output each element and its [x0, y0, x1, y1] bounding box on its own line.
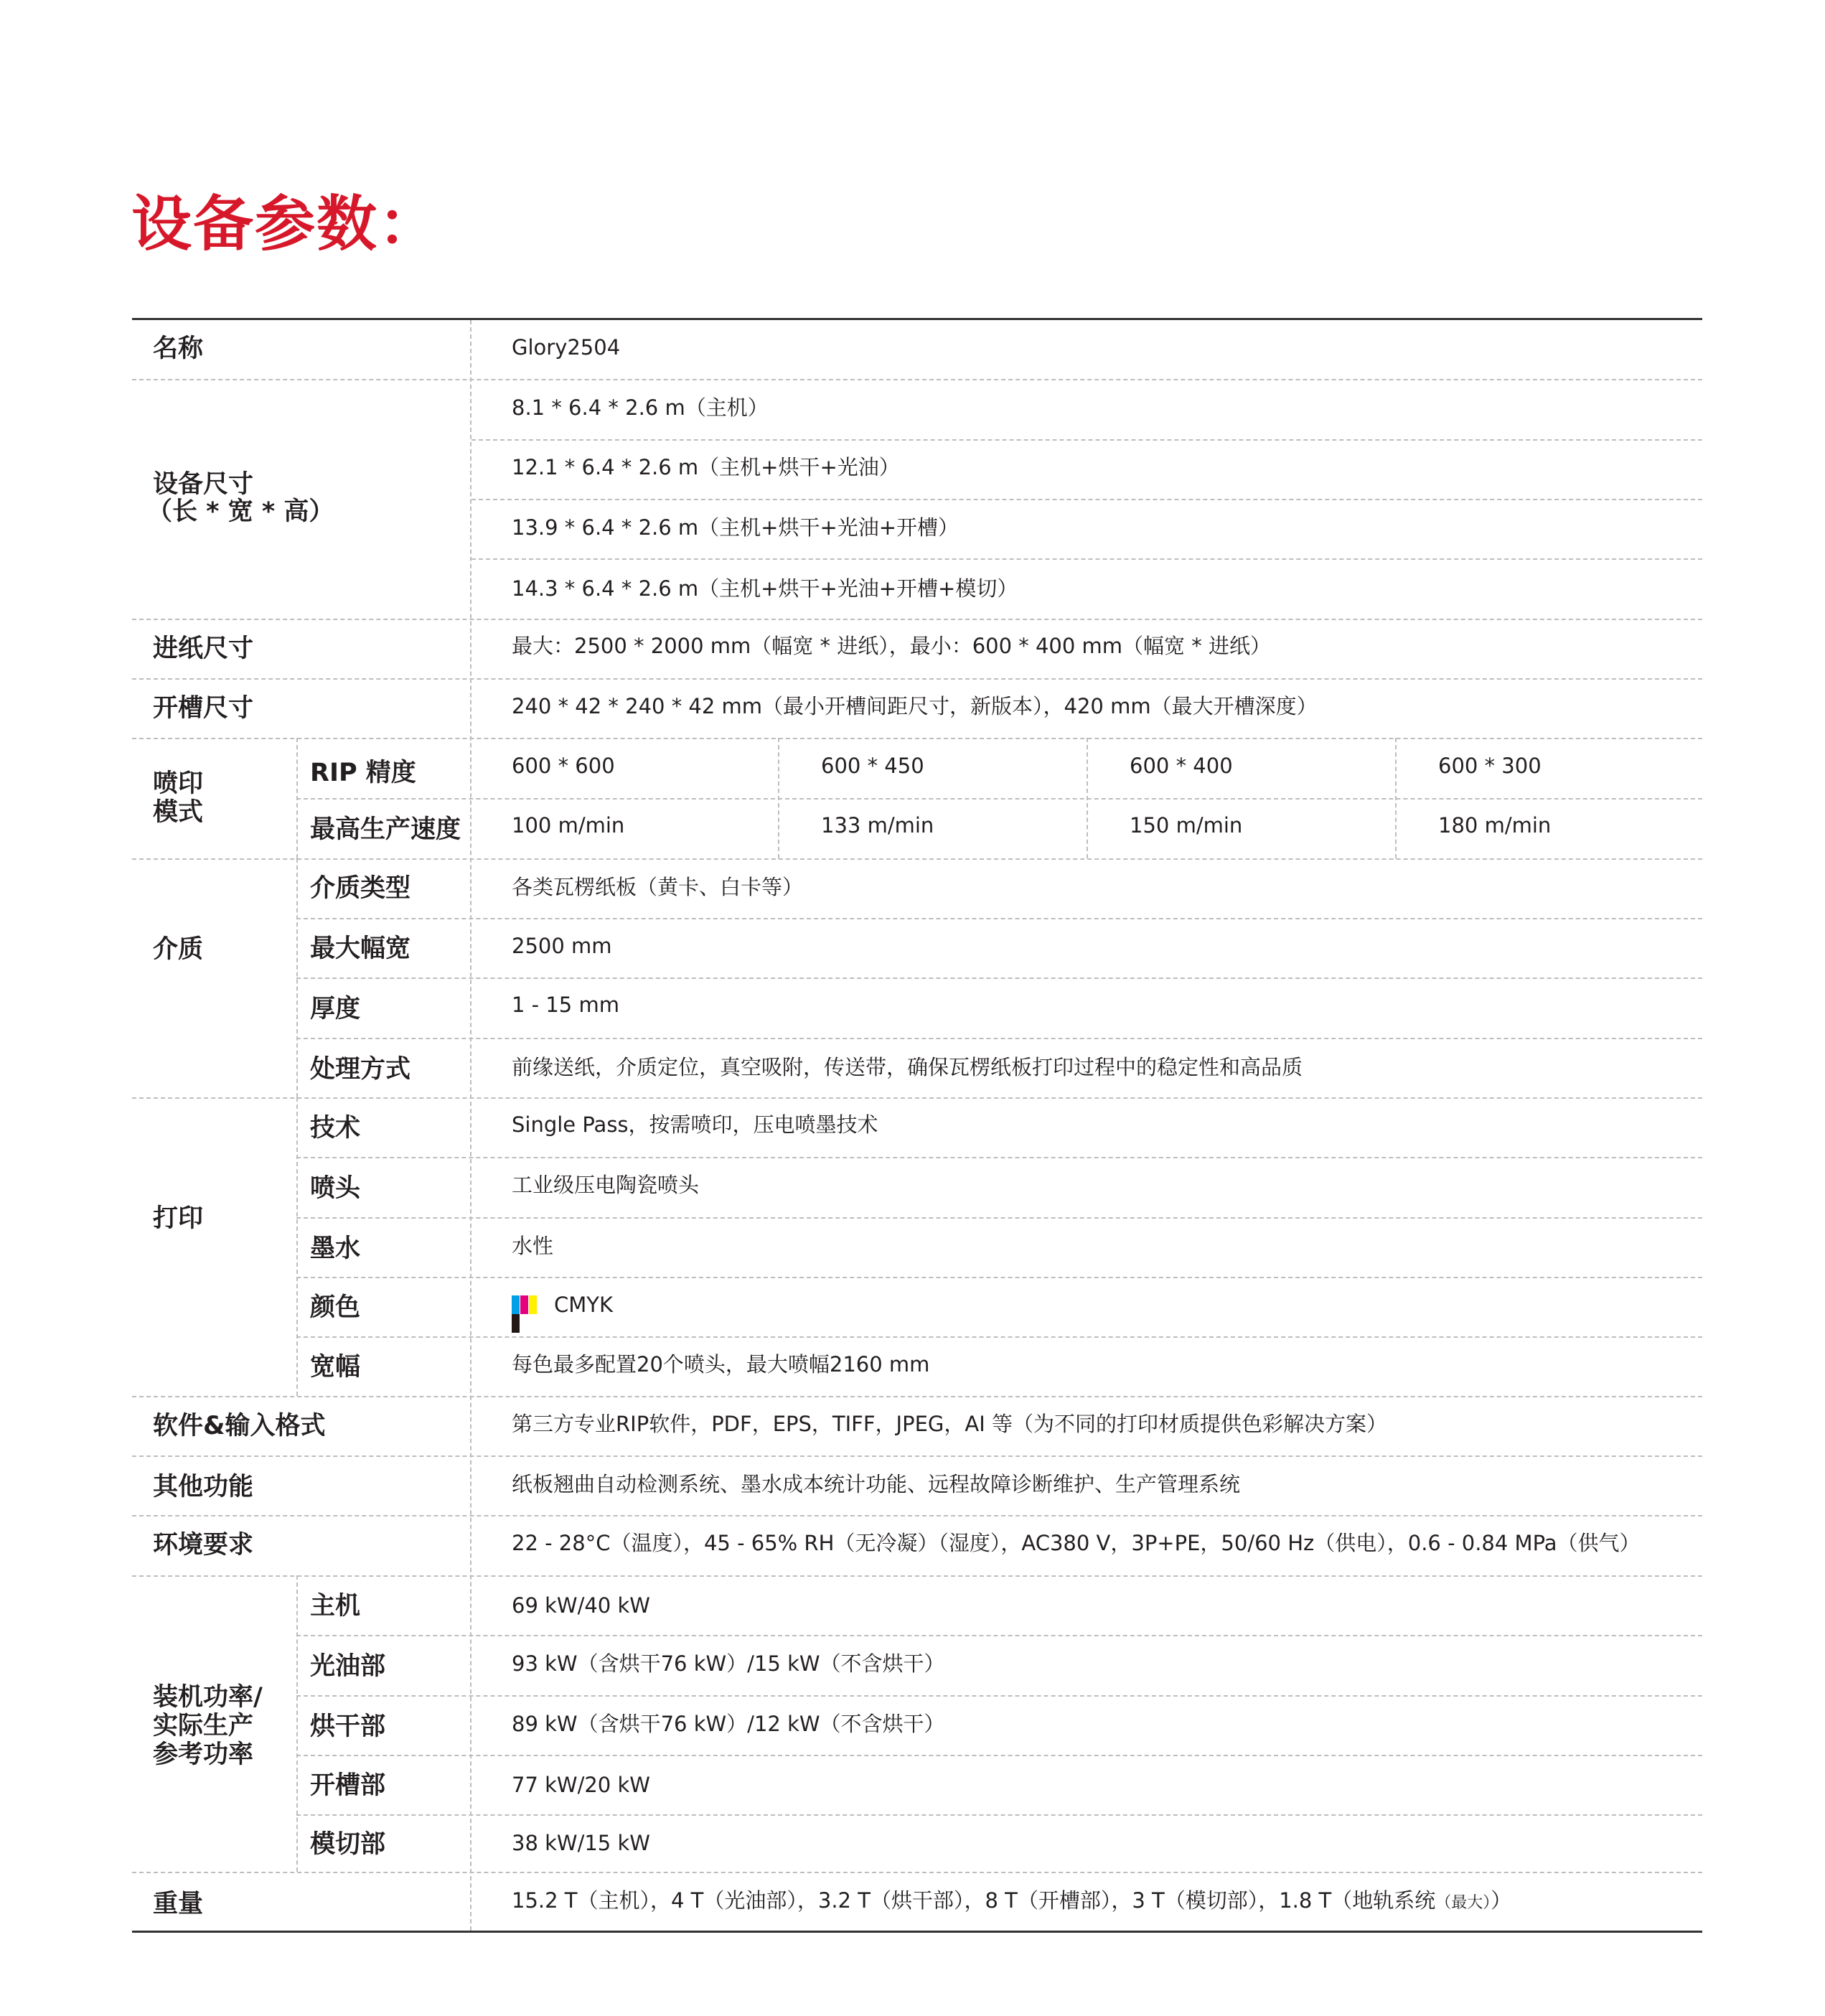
row-label-weight: 重量: [153, 1890, 204, 1918]
sub-value: 前缘送纸，介质定位，真空吸附，传送带，确保瓦楞纸板打印过程中的稳定性和高品质: [512, 1055, 1303, 1079]
sub-label: 模切部: [310, 1830, 386, 1859]
row-divider: [296, 977, 1702, 979]
rip-value: 600 * 600: [512, 754, 615, 778]
sub-value: 工业级压电陶瓷喷头: [512, 1173, 700, 1197]
row-label-power-3: 参考功率: [153, 1740, 254, 1769]
row-label-power-1: 装机功率/: [153, 1683, 263, 1712]
row-divider: [132, 1097, 1702, 1099]
sub-value: 93 kW（含烘干76 kW）/15 kW（不含烘干）: [512, 1651, 945, 1676]
row-value-env: 22 - 28°C（温度），45 - 65% RH（无冷凝）（湿度），AC380 V，3P+PE，50/60 Hz（供电），0.6 - 0.84 MPa（供气）: [512, 1531, 1641, 1555]
sub-label: 宽幅: [310, 1353, 361, 1382]
row-value-name: Glory2504: [512, 335, 621, 360]
row-divider: [472, 439, 1702, 441]
row-label-size: 设备尺寸: [153, 470, 254, 499]
row-divider: [472, 558, 1702, 560]
row-divider: [132, 619, 1702, 620]
table-top-rule: [132, 318, 1702, 320]
row-divider: [132, 858, 1702, 860]
row-value-software: 第三方专业RIP软件，PDF，EPS，TIFF，JPEG，AI 等（为不同的打印材质提供色彩解决方案）: [512, 1412, 1387, 1436]
speed-value: 133 m/min: [821, 813, 934, 838]
sub-value: 69 kW/40 kW: [512, 1593, 650, 1618]
sub-label: 墨水: [310, 1234, 361, 1263]
sub-label-speed: 最高生产速度: [310, 815, 461, 844]
size-value-4: 14.3 * 6.4 * 2.6 m（主机+烘干+光油+开槽+模切）: [512, 576, 1018, 601]
rip-value: 600 * 400: [1130, 754, 1233, 778]
row-value-other: 纸板翘曲自动检测系统、墨水成本统计功能、远程故障诊断维护、生产管理系统: [512, 1472, 1241, 1496]
sub-value: 每色最多配置20个喷头，最大喷幅2160 mm: [512, 1352, 930, 1377]
sub-value: 38 kW/15 kW: [512, 1831, 650, 1855]
row-divider: [132, 1396, 1702, 1397]
row-label-power-2: 实际生产: [153, 1712, 254, 1740]
sub-value-color: [512, 1292, 613, 1318]
rip-value: 600 * 300: [1438, 754, 1542, 778]
row-label-print: 打印: [153, 1204, 204, 1233]
sub-label: 介质类型: [310, 874, 411, 903]
row-label-slot: 开槽尺寸: [153, 694, 254, 723]
speed-value: 100 m/min: [512, 813, 625, 838]
sub-value: Single Pass，按需喷印，压电喷墨技术: [512, 1112, 878, 1137]
row-divider: [132, 678, 1702, 680]
row-divider: [132, 1455, 1702, 1457]
sub-value: 77 kW/20 kW: [512, 1773, 650, 1797]
sub-label: 开槽部: [310, 1771, 386, 1800]
row-label-media: 介质: [153, 935, 204, 964]
cmyk-swatch-icon: [512, 1295, 545, 1314]
size-value-3: 13.9 * 6.4 * 2.6 m（主机+烘干+光油+开槽）: [512, 515, 960, 540]
row-divider: [472, 499, 1702, 500]
sub-label: 厚度: [310, 995, 361, 1023]
sub-label: 颜色: [310, 1293, 361, 1322]
column-divider: [296, 1575, 298, 1872]
sub-label-rip: RIP 精度: [310, 759, 416, 787]
row-divider: [296, 1755, 1702, 1756]
row-divider: [296, 1157, 1702, 1158]
column-divider: [296, 1097, 298, 1396]
row-divider: [296, 918, 1702, 919]
speed-value: 150 m/min: [1130, 813, 1243, 838]
column-divider: [470, 320, 472, 1931]
row-divider: [132, 379, 1702, 380]
sub-label: 光油部: [310, 1652, 386, 1681]
sub-value: 2500 mm: [512, 934, 612, 958]
row-divider: [296, 1277, 1702, 1278]
sub-value: 各类瓦楞纸板（黄卡、白卡等）: [512, 875, 804, 899]
row-divider: [296, 1695, 1702, 1697]
row-divider: [296, 1635, 1702, 1636]
weight-close: ）: [1491, 1888, 1512, 1913]
table-bottom-rule: [132, 1931, 1702, 1933]
row-divider: [296, 1814, 1702, 1816]
size-value-1: 8.1 * 6.4 * 2.6 m（主机）: [512, 395, 769, 420]
weight-text: 15.2 T（主机），4 T（光油部），3.2 T（烘干部），8 T（开槽部），3 T（模切部），1.8 T（地轨系统: [512, 1888, 1436, 1913]
row-value-weight: [512, 1888, 1511, 1916]
row-divider: [296, 1217, 1702, 1219]
row-divider: [132, 1515, 1702, 1516]
sub-label: 处理方式: [310, 1055, 411, 1084]
size-value-2: 12.1 * 6.4 * 2.6 m（主机+烘干+光油）: [512, 455, 900, 479]
row-divider: [132, 738, 1702, 739]
sub-value: 89 kW（含烘干76 kW）/12 kW（不含烘干）: [512, 1712, 945, 1736]
sub-label: 烘干部: [310, 1712, 386, 1741]
row-value-feed: 最大：2500 * 2000 mm（幅宽 * 进纸），最小：600 * 400 mm（幅宽 * 进纸）: [512, 634, 1271, 658]
sub-label: 技术: [310, 1114, 361, 1143]
page-title: 设备参数：: [131, 189, 441, 259]
row-divider: [132, 1872, 1702, 1873]
row-label-name: 名称: [153, 334, 204, 363]
sub-value: 水性: [512, 1234, 554, 1258]
row-label-feed: 进纸尺寸: [153, 634, 254, 663]
row-divider: [132, 1575, 1702, 1577]
sub-value: 1 - 15 mm: [512, 993, 619, 1017]
row-divider: [296, 798, 1702, 800]
sub-label: 喷头: [310, 1174, 361, 1203]
rip-value: 600 * 450: [821, 754, 924, 778]
row-label-env: 环境要求: [153, 1531, 254, 1560]
sub-label: 主机: [310, 1592, 361, 1621]
row-value-slot: 240 * 42 * 240 * 42 mm（最小开槽间距尺寸，新版本），420 mm（最大开槽深度）: [512, 694, 1318, 718]
row-label-software: 软件&输入格式: [153, 1412, 326, 1440]
row-label-mode-1: 喷印: [153, 769, 204, 798]
color-text: CMYK: [554, 1293, 614, 1317]
weight-note: （最大）: [1435, 1894, 1491, 1912]
sub-label: 最大幅宽: [310, 934, 411, 963]
row-label-size-unit: （长 * 宽 * 高）: [147, 497, 334, 526]
row-label-other: 其他功能: [153, 1473, 254, 1501]
speed-value: 180 m/min: [1438, 813, 1552, 838]
row-divider: [296, 1336, 1702, 1338]
row-divider: [296, 1038, 1702, 1039]
row-label-mode-2: 模式: [153, 798, 204, 827]
